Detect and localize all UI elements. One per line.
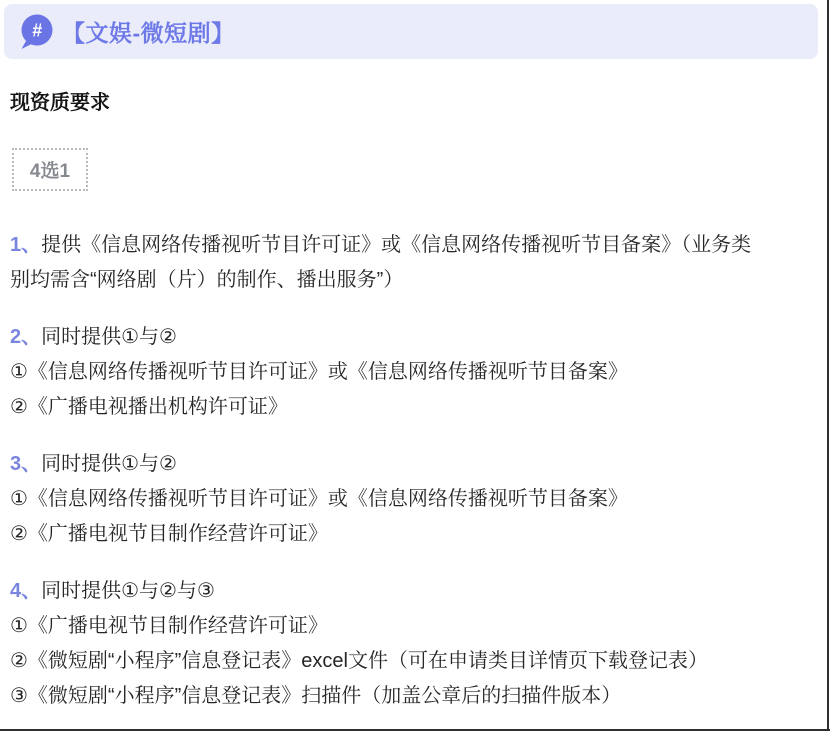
- requirement-sub-item: ①《信息网络传播视听节目许可证》或《信息网络传播视听节目备案》: [10, 488, 628, 510]
- requirement-intro: [10, 320, 822, 355]
- section-heading: 现资质要求: [10, 92, 110, 114]
- requirement-number: 1、: [10, 234, 42, 256]
- requirement-number: 4、: [10, 580, 42, 602]
- requirement-sub-item: ②《广播电视节目制作经营许可证》: [10, 523, 328, 545]
- topic-title: 【文娱-微短剧】: [62, 20, 235, 46]
- requirement-block-1: [10, 228, 822, 298]
- requirement-intro-text: 提供《信息网络传播视听节目许可证》或《信息网络传播视听节目备案》（业务类别均需含“网络剧（片）的制作、播出服务”）: [10, 234, 752, 291]
- requirement-intro-text: 同时提供①与②: [41, 326, 177, 348]
- hash-bubble-icon: [18, 13, 54, 51]
- requirement-sub-item: ②《微短剧“小程序”信息登记表》excel文件（可在申请类目详情页下载登记表）: [10, 650, 708, 672]
- requirements-list: [10, 228, 822, 731]
- choose-one-badge: 4选1: [12, 148, 88, 191]
- page-right-border: [827, 0, 829, 731]
- requirement-block-4: [10, 574, 822, 714]
- requirement-sub-item: ③《微短剧“小程序”信息登记表》扫描件（加盖公章后的扫描件版本）: [10, 685, 622, 707]
- requirement-intro: [10, 447, 822, 482]
- requirement-sub-item: ①《广播电视节目制作经营许可证》: [10, 615, 328, 637]
- requirement-intro: [10, 228, 770, 298]
- requirement-sub-item: ②《广播电视播出机构许可证》: [10, 396, 288, 418]
- requirement-block-2: [10, 320, 822, 425]
- requirement-intro-text: 同时提供①与②: [41, 453, 177, 475]
- topic-header-bar: [4, 4, 818, 59]
- requirement-intro: [10, 574, 822, 609]
- hash-glyph: #: [31, 20, 43, 40]
- requirement-number: 3、: [10, 453, 42, 475]
- requirement-intro-text: 同时提供①与②与③: [41, 580, 215, 602]
- requirement-sub-item: ①《信息网络传播视听节目许可证》或《信息网络传播视听节目备案》: [10, 361, 628, 383]
- requirement-block-3: [10, 447, 822, 552]
- requirement-number: 2、: [10, 326, 42, 348]
